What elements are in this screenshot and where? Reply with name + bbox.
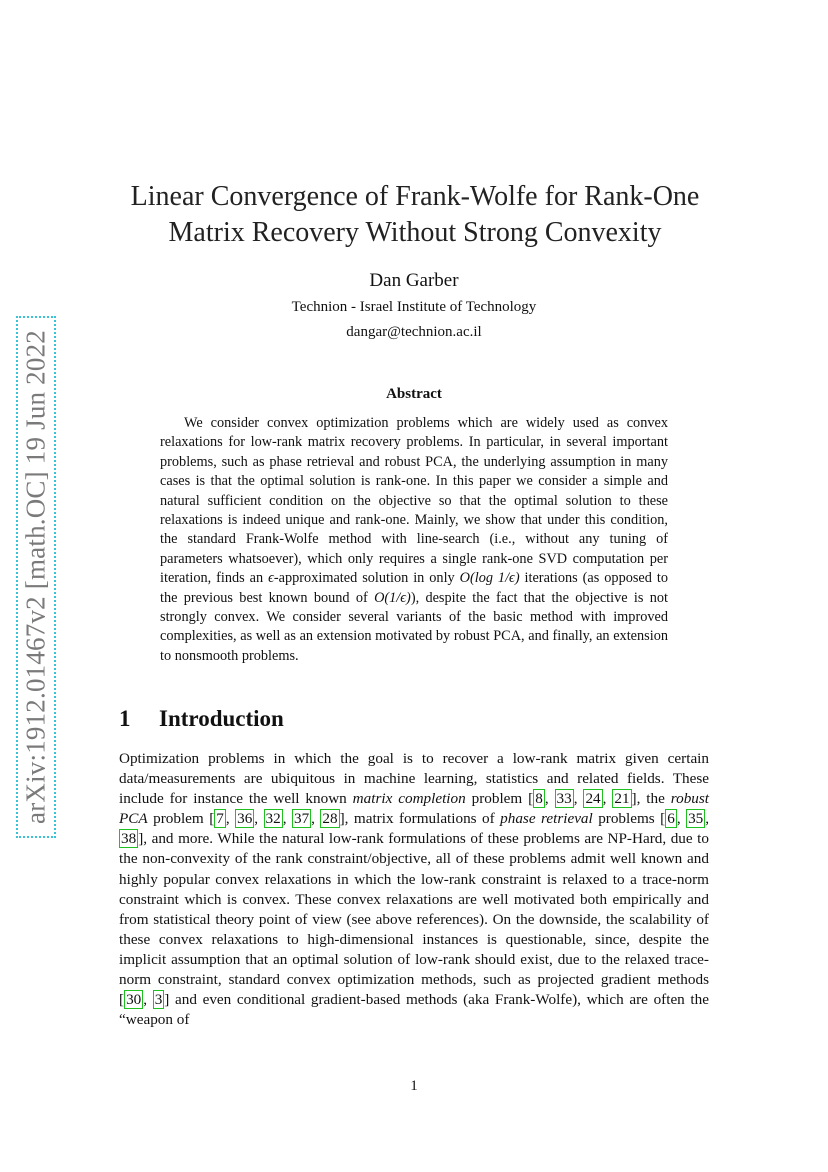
citation-link[interactable]: 33 bbox=[556, 790, 572, 808]
citation-link[interactable]: 24 bbox=[585, 790, 601, 808]
section-heading bbox=[119, 706, 284, 732]
citation-link[interactable]: 32 bbox=[265, 810, 281, 828]
citation-link[interactable]: 28 bbox=[322, 810, 338, 828]
citation-link[interactable]: 30 bbox=[126, 991, 142, 1009]
intro-paragraph: Optimization problems in which the goal is to recover a low-rank matrix given certain data/measurements are ubiquitous in machine learning, statistics and related fields. These include for instance the well known matrix completion problem [ 8 , 33 , 24 , 21 ], the robust PCA problem [ 7 , 36 , 32 , 37 , 28 ], matrix formulations of phase retrieval problems [ 6 , 35 , 38 ], and more. While the natural low-rank formulations of these problems are NP-Hard, due to the non-convexity of the rank constraint/objective, all of these problems admit well known and highly popular convex relaxations in which the low-rank constraint is relaxed to a trace-norm constraint which is convex. These convex relaxations are well motivated both empirically and from statistical theory point of view (see above references). On the downside, the scalability of these convex relaxations to high-dimensional instances is questionable, since, despite the implicit assumption that an optimal solution of low-rank should exist, due to the relaxed trace-norm constraint, standard convex optimization methods, such as projected gradient methods [ 30 , 3 ] and even conditional gradient-based methods (aka Frank-Wolfe), which are often the “weapon of bbox=[119, 750, 710, 1029]
abstract-text: We consider convex optimization problems which are widely used as convex relaxations for low-rank matrix recovery problems. In particular, in several important problems, such as phase retrieval and robust PCA, the underlying assumption in many cases is that the optimal solution is rank-one. In this paper we consider a simple and natural sufficient condition on the objective so that the optimal solution to these relaxations is indeed unique and rank-one. Mainly, we show that under this condition, the standard Frank-Wolfe method with line-search (i.e., without any tuning of parameters whatsoever), which only requires a single rank-one SVD computation per iteration, finds an ϵ-approximated solution in only O(log 1/ϵ) iterations (as opposed to the previous best known bound of O(1/ϵ)), despite the fact that the objective is not strongly convex. We consider several variants of the basic method with improved complexities, as well as an extension motivated by robust PCA, and finally, an extension to nonsmooth problems. bbox=[160, 415, 668, 664]
citation-link[interactable]: 6 bbox=[667, 810, 675, 828]
author-affiliation: Technion - Israel Institute of Technology bbox=[291, 299, 537, 315]
citation-link[interactable]: 7 bbox=[216, 810, 224, 828]
citation-link[interactable]: 3 bbox=[154, 991, 163, 1009]
section-number: 1 bbox=[119, 706, 131, 731]
citation-link[interactable]: 21 bbox=[614, 790, 630, 808]
citation-link[interactable]: 37 bbox=[293, 810, 310, 828]
citation-link[interactable]: 38 bbox=[121, 830, 137, 848]
abstract-heading: Abstract bbox=[386, 386, 442, 402]
page-number: 1 bbox=[410, 1078, 418, 1094]
section-title: Introduction bbox=[159, 706, 284, 731]
citation-link[interactable]: 8 bbox=[535, 790, 543, 808]
citation-link[interactable]: 36 bbox=[237, 810, 253, 828]
citation-link[interactable]: 35 bbox=[688, 810, 704, 828]
paper-title: Linear Convergence of Frank-Wolfe for Rank-One Matrix Recovery Without Strong Convexity bbox=[130, 181, 700, 248]
author-name: Dan Garber bbox=[369, 270, 459, 291]
arxiv-identifier: arXiv:1912.01467v2 [math.OC] 19 Jun 2022 bbox=[20, 330, 51, 824]
author-email: dangar@technion.ac.il bbox=[346, 324, 482, 340]
